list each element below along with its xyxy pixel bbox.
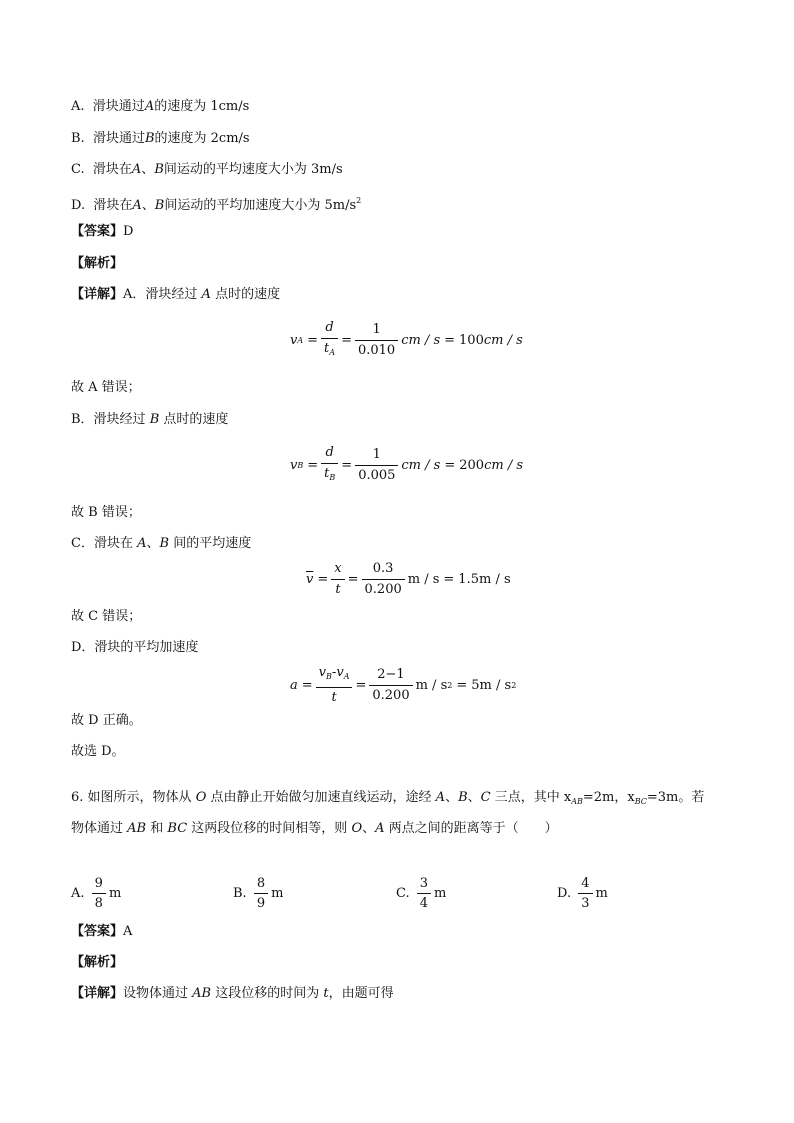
equation-va: v A = $\frac{d}{t_A}$ = $\frac{1}{0.010}$ cm / s = 100 cm / s — [290, 320, 523, 358]
question-6-line-1: 6. 如图所示，物体从 O 点由静止开始做匀加速直线运动，途经 A、B、C 三点，其中 $x_{AB}=2m$，$x_{BC}=3m$。若 — [71, 790, 705, 806]
detail-d-intro: D．滑块的平均加速度 — [71, 640, 199, 655]
answer-q5: 【答案】D — [71, 224, 134, 239]
q6-option-d: D. $\frac{4}{3}$ m — [557, 876, 608, 911]
equation-avg-acceleration: a = $\frac{v_B-v_A}{t}$ = $\frac{2-1}{0.200}$ m / s 2 = 5 m / s 2 — [290, 665, 517, 705]
answer-q6: 【答案】A — [71, 924, 133, 939]
q6-option-b: B. $\frac{8}{9}$ m — [233, 876, 284, 911]
detail-b-intro: B．滑块经过 B 点时的速度 — [71, 412, 229, 427]
equation-vb: v B = $\frac{d}{t_B}$ = $\frac{1}{0.005}$ cm / s = 200 cm / s — [290, 445, 524, 483]
q6-option-c: C. $\frac{3}{4}$ m — [396, 876, 447, 911]
final-answer-q5: 故选 D。 — [71, 744, 125, 759]
detail-q6: 【详解】设物体通过 AB 这段位移的时间为 t，由题可得 — [71, 986, 394, 1001]
detail-c-intro: C．滑块在 A、B 间的平均速度 — [71, 536, 252, 551]
conclusion-a: 故 A 错误； — [71, 380, 141, 395]
analysis-label-q5: 【解析】 — [71, 256, 124, 271]
option-b: B. 滑块通过B的速度为 2cm/s — [71, 131, 250, 146]
q6-option-a: A. $\frac{9}{8}$ m — [71, 876, 122, 911]
option-d: D. 滑块在A、B间运动的平均加速度大小为 $5m/s^2$ — [71, 196, 362, 213]
equation-avg-velocity: $\overline{v}$ = $\frac{x}{t}$ = $\frac{0.3}{0.200}$ m / s = 1.5 m / s — [306, 561, 511, 597]
detail-a-intro: 【详解】A．滑块经过 A 点时的速度 — [71, 287, 281, 302]
conclusion-c: 故 C 错误； — [71, 609, 142, 624]
question-6-line-2: 物体通过 AB 和 BC 这两段位移的时间相等，则 O、A 两点之间的距离等于（ ） — [71, 821, 558, 836]
option-a: A. 滑块通过A的速度为 1cm/s — [71, 99, 250, 114]
conclusion-d: 故 D 正确。 — [71, 713, 142, 728]
option-c: C. 滑块在A、B间运动的平均速度大小为 3m/s — [71, 162, 343, 177]
conclusion-b: 故 B 错误； — [71, 505, 141, 520]
analysis-label-q6: 【解析】 — [71, 955, 124, 970]
